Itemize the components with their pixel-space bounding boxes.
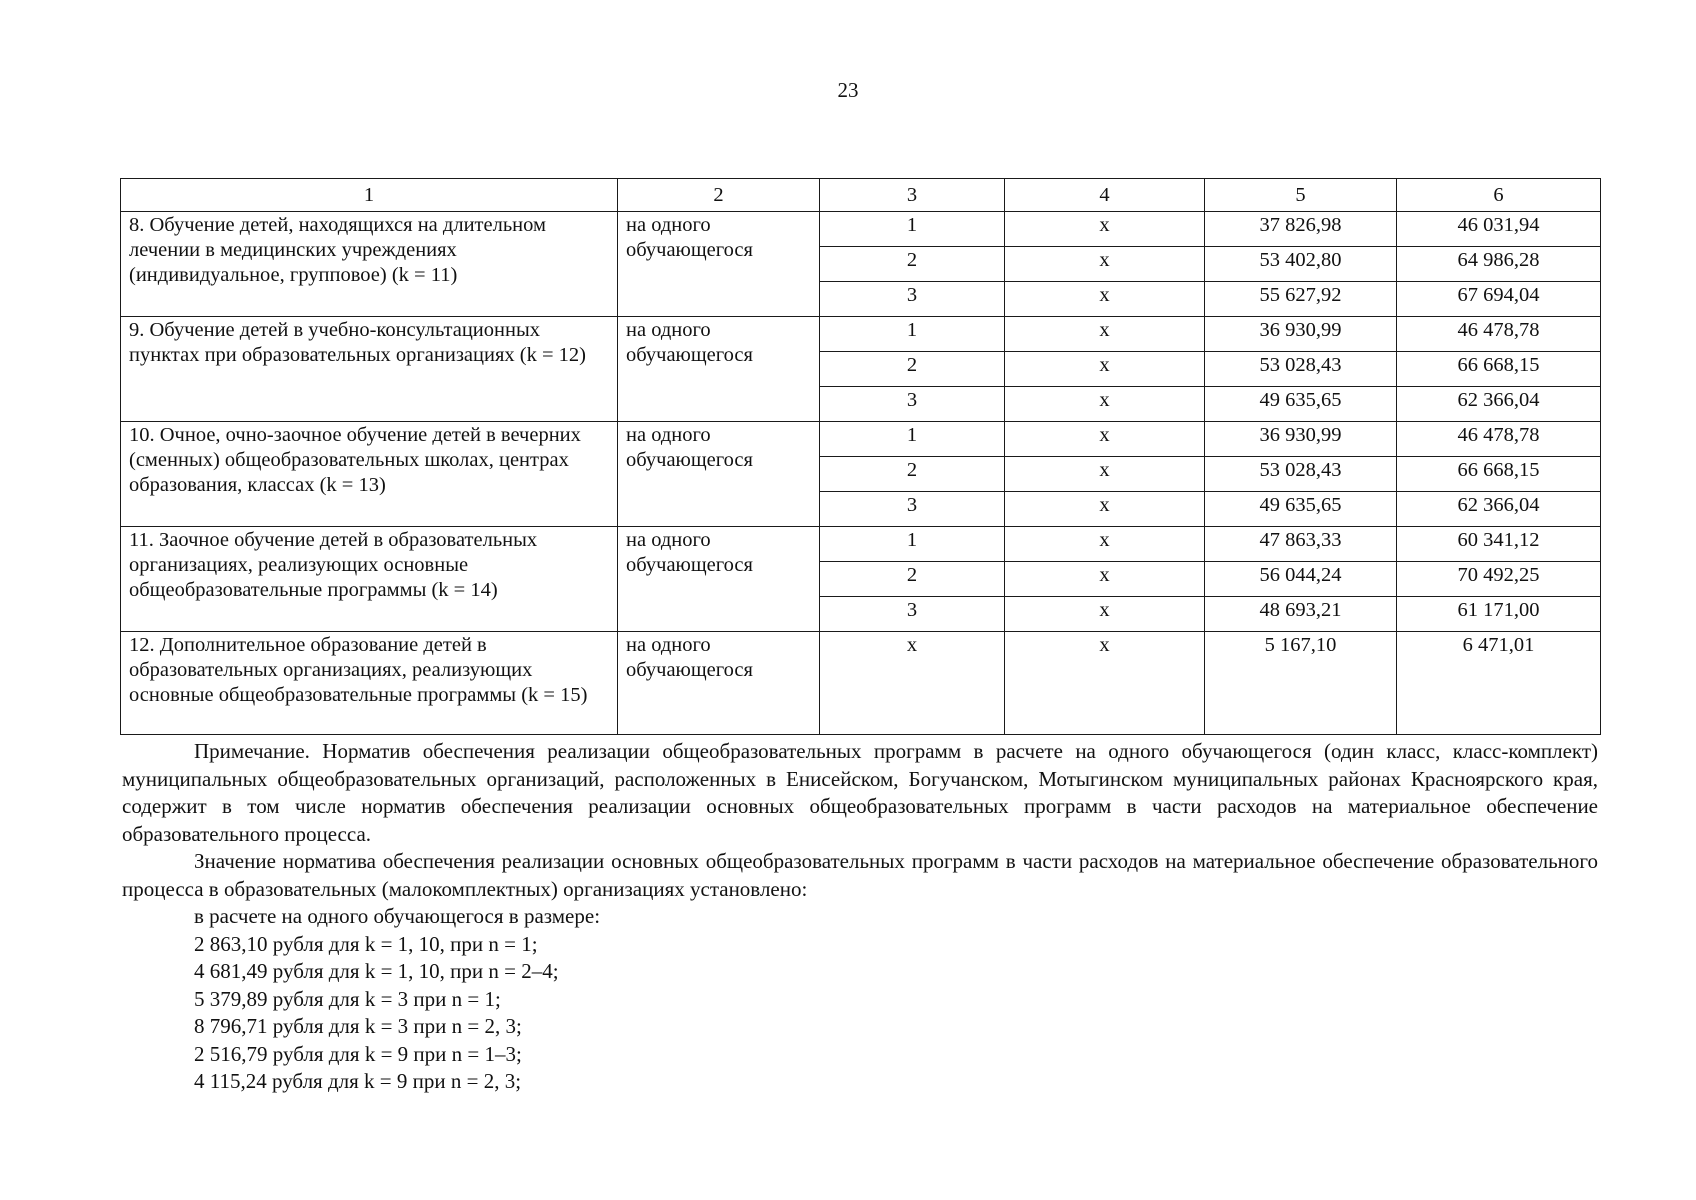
cell-col5: 55 627,92: [1205, 282, 1397, 317]
cell-col5: 48 693,21: [1205, 597, 1397, 632]
cell-col5: 53 402,80: [1205, 247, 1397, 282]
cell-col5: 36 930,99: [1205, 422, 1397, 457]
rate-item: 4 115,24 рубля для k = 9 при n = 2, 3;: [194, 1069, 522, 1093]
table-row: [121, 422, 1601, 457]
rate-item: 5 379,89 рубля для k = 3 при n = 1;: [194, 986, 501, 1011]
rate-item: 2 863,10 рубля для k = 1, 10, при n = 1;: [194, 931, 538, 956]
cell-col6: 66 668,15: [1397, 352, 1601, 387]
cell-col6: 67 694,04: [1397, 282, 1601, 317]
rates-intro: в расчете на одного обучающегося в размере:: [194, 904, 601, 928]
row-description: 9. Обучение детей в учебно-консультационных пунктах при образовательных организациях (k = 12): [121, 317, 618, 422]
cell-col5: 49 635,65: [1205, 492, 1397, 527]
column-header: 1: [121, 179, 618, 212]
cell-col3: 2: [820, 247, 1005, 282]
cell-col3: 2: [820, 352, 1005, 387]
table-row: [121, 212, 1601, 247]
cell-col6: 46 031,94: [1397, 212, 1601, 247]
row-description: 11. Заочное обучение детей в образовательных организациях, реализующих основные общеобразовательные программы (k = 14): [121, 527, 618, 632]
cell-col4: x: [1005, 352, 1205, 387]
cell-col4: x: [1005, 597, 1205, 632]
cell-col4: x: [1005, 247, 1205, 282]
cell-col4: x: [1005, 282, 1205, 317]
row-description: 10. Очное, очно-заочное обучение детей в вечерних (сменных) общеобразовательных школах, центрах образования, классах (k = 13): [121, 422, 618, 527]
row-description: 8. Обучение детей, находящихся на длительном лечении в медицинских учреждениях (индивидуальное, групповое) (k = 11): [121, 212, 618, 317]
rate-item: 8 796,71 рубля для k = 3 при n = 2, 3;: [194, 1014, 522, 1038]
notes-section: [122, 738, 1598, 1096]
cell-col4: x: [1005, 457, 1205, 492]
cell-col6: 46 478,78: [1397, 317, 1601, 352]
cell-col3: 3: [820, 387, 1005, 422]
column-header: 3: [820, 179, 1005, 212]
column-header: 6: [1397, 179, 1601, 212]
cell-col4: x: [1005, 632, 1205, 735]
table-header-row: [121, 179, 1601, 212]
cell-col6: 60 341,12: [1397, 527, 1601, 562]
cell-col3: 2: [820, 457, 1005, 492]
note-paragraph: Значение норматива обеспечения реализации основных общеобразовательных программ в части расходов на материальное обеспечение образовательного процесса в образовательных (малокомплектных) организациях установлено:: [122, 849, 1598, 901]
row-unit: на одного обучающегося: [618, 527, 820, 632]
cell-col6: 66 668,15: [1397, 457, 1601, 492]
cell-col6: 70 492,25: [1397, 562, 1601, 597]
cell-col4: x: [1005, 562, 1205, 597]
page-number: 23: [837, 78, 859, 102]
cell-col5: 37 826,98: [1205, 212, 1397, 247]
rate-item: 2 516,79 рубля для k = 9 при n = 1–3;: [194, 1041, 522, 1066]
cell-col4: x: [1005, 317, 1205, 352]
row-unit: на одного обучающегося: [618, 632, 820, 735]
cell-col5: 56 044,24: [1205, 562, 1397, 597]
cell-col3: 3: [820, 282, 1005, 317]
row-unit: на одного обучающегося: [618, 317, 820, 422]
cell-col6: 6 471,01: [1397, 632, 1601, 735]
cell-col4: x: [1005, 212, 1205, 247]
cell-col5: 53 028,43: [1205, 352, 1397, 387]
row-description: 12. Дополнительное образование детей в образовательных организациях, реализующих основные общеобразовательные программы (k = 15): [121, 632, 618, 735]
cell-col5: 49 635,65: [1205, 387, 1397, 422]
cell-col4: x: [1005, 387, 1205, 422]
column-header: 2: [618, 179, 820, 212]
cell-col6: 62 366,04: [1397, 492, 1601, 527]
row-unit: на одного обучающегося: [618, 422, 820, 527]
cell-col3: 1: [820, 527, 1005, 562]
cell-col4: x: [1005, 492, 1205, 527]
cell-col3: 1: [820, 212, 1005, 247]
cell-col5: 5 167,10: [1205, 632, 1397, 735]
cell-col3: x: [820, 632, 1005, 735]
cell-col5: 36 930,99: [1205, 317, 1397, 352]
cell-col6: 64 986,28: [1397, 247, 1601, 282]
cell-col6: 46 478,78: [1397, 422, 1601, 457]
cell-col6: 62 366,04: [1397, 387, 1601, 422]
cell-col4: x: [1005, 527, 1205, 562]
table-row: [121, 317, 1601, 352]
table-row: [121, 527, 1601, 562]
table-row: [121, 632, 1601, 735]
row-unit: на одного обучающегося: [618, 212, 820, 317]
cell-col3: 3: [820, 492, 1005, 527]
cell-col5: 47 863,33: [1205, 527, 1397, 562]
note-paragraph: Примечание. Норматив обеспечения реализации общеобразовательных программ в расчете на одного обучающегося (один класс, класс-комплект) муниципальных общеобразовательных организаций, расположенных в Енисейском, Богучанском, Мотыгинском муниципальных районах Красноярского края, содержит в том числе норматив обеспечения реализации основных общеобразовательных программ в части расходов на материальное обеспечение образовательного процесса.: [122, 739, 1598, 846]
column-header: 5: [1205, 179, 1397, 212]
cell-col3: 2: [820, 562, 1005, 597]
cell-col3: 3: [820, 597, 1005, 632]
column-header: 4: [1005, 179, 1205, 212]
cell-col4: x: [1005, 422, 1205, 457]
rate-item: 4 681,49 рубля для k = 1, 10, при n = 2–4;: [194, 959, 559, 983]
cell-col3: 1: [820, 317, 1005, 352]
cell-col3: 1: [820, 422, 1005, 457]
cell-col5: 53 028,43: [1205, 457, 1397, 492]
normative-table: [120, 178, 1601, 735]
cell-col6: 61 171,00: [1397, 597, 1601, 632]
